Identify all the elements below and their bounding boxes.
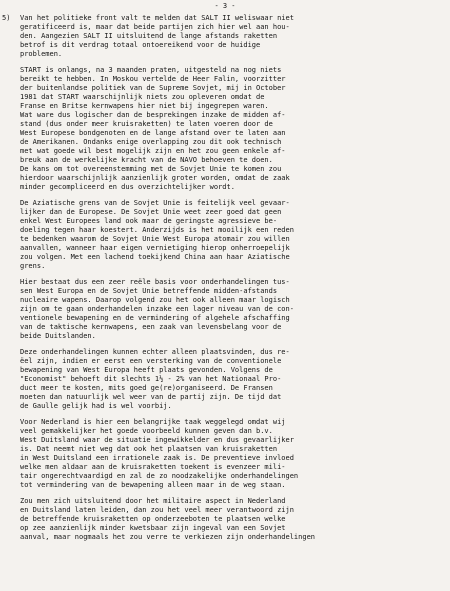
text-line: hierdoor waarschijnlijk aanzienlijk groter worden, omdat de zaak — [20, 174, 290, 182]
text-line: Hier bestaat dus een zeer reële basis voor onderhandelingen tus- — [20, 278, 290, 286]
text-line: De kans om tot overeenstemming met de Sovjet Unie te komen zou — [20, 165, 282, 173]
paragraph — [20, 497, 440, 542]
text-line: Zou men zich uitsluitend door het militaire aspect in Nederland — [20, 497, 286, 505]
text-line: "Economist" behoeft dit slechts 1½ - 2% van het Nationaal Pro- — [20, 375, 282, 383]
text-line: zijn om te gaan onderhandelen inzake een lager niveau van de con- — [20, 305, 294, 313]
text-line: lijker dan de Europese. De Sovjet Unie weet zeer goed dat geen — [20, 208, 282, 216]
text-line: nucleaire wapens. Daarop volgend zou het ook alleen maar logisch — [20, 296, 290, 304]
text-line: tot vermindering van de bewapening alleen maar in de weg staan. — [20, 481, 286, 489]
paragraph — [20, 14, 440, 59]
text-line: in West Duitsland een irrationele zaak is. De preventieve invloed — [20, 454, 294, 462]
text-line: met wat goede wil best mogelijk zijn en het zou geen enkele af- — [20, 147, 286, 155]
document-body — [20, 14, 440, 549]
text-line: Wat ware dus logischer dan de besprekingen inzake de midden af- — [20, 111, 286, 119]
text-line: moeten dan natuurlijk wel weer van de partij zijn. De tijd dat — [20, 393, 282, 401]
paragraph — [20, 348, 440, 411]
text-line: Franse en Britse kernwapens hier niet bij ingegrepen waren. — [20, 102, 269, 110]
text-line: zou volgen. Met een lachend toekijkend China aan haar Aziatische — [20, 253, 290, 261]
text-line: De Aziatische grens van de Sovjet Unie is feitelijk veel gevaar- — [20, 199, 290, 207]
text-line: breuk aan de werkelijke kracht van de NAVO behoeven te doen. — [20, 156, 273, 164]
text-line: Van het politieke front valt te melden dat SALT II weliswaar niet — [20, 14, 294, 22]
paragraph — [20, 199, 440, 271]
text-line: geratificeerd is, maar dat beide partijen zich hier wel aan hou- — [20, 23, 290, 31]
text-line: sen West Europa en de Sovjet Unie betreffende midden-afstands — [20, 287, 278, 295]
text-line: aanvallen, wanneer haar eigen vernietiging hierop onherroepelijk — [20, 244, 290, 252]
text-line: tair ongerechtvaardigd en zal de zo noodzakelijke onderhandelingen — [20, 472, 299, 480]
text-line: den. Aangezien SALT II uitsluitend de lange afstands raketten — [20, 32, 278, 40]
text-line: Voor Nederland is hier een belangrijke taak weggelegd omdat wij — [20, 418, 286, 426]
text-line: beide Duitslanden. — [20, 332, 96, 340]
text-line: Deze onderhandelingen kunnen echter alleen plaatsvinden, dus re- — [20, 348, 290, 356]
paragraph — [20, 66, 440, 192]
text-line: de Amerikanen. Ondanks enige overlapping zou dit ook technisch — [20, 138, 282, 146]
text-line: betrof is dit verdrag totaal ontoereikend voor de huidige — [20, 41, 261, 49]
text-line: problemen. — [20, 50, 63, 58]
text-line: van de taktische kernwapens, een zaak van levensbelang voor de — [20, 323, 282, 331]
page-number: - 3 - — [214, 2, 236, 10]
text-line: West Duitsland waar de situatie ingewikkelder en dus gevaarlijker — [20, 436, 294, 444]
text-line: de betreffende kruisraketten op onderzeeboten te plaatsen welke — [20, 515, 286, 523]
text-line: START is onlangs, na 3 maanden praten, uitgesteld na nog niets — [20, 66, 282, 74]
text-line: de Gaulle gelijk had is wel voorbij. — [20, 402, 172, 410]
text-line: welke men aldaar aan de kruisraketten toekent is evenzeer mili- — [20, 463, 286, 471]
text-line: stand (dus onder meer kruisraketten) te laten voeren door de — [20, 120, 273, 128]
text-line: enkel West Europees land ook maar de geringste agressieve be- — [20, 217, 278, 225]
text-line: ëel zijn, indien er eerst een versterking van de conventionele — [20, 357, 282, 365]
text-line: minder gecompliceerd en dus overzichtelijker wordt. — [20, 183, 235, 191]
text-line: 1981 dat START waarschijnlijk niets zou opleveren omdat de — [20, 93, 265, 101]
text-line: der buitenlandse politiek van de Supreme Sovjet, mij in October — [20, 84, 286, 92]
text-line: op zee aanzienlijk minder kwetsbaar zijn ingeval van een Sovjet — [20, 524, 286, 532]
paragraph — [20, 418, 440, 490]
text-line: grens. — [20, 262, 46, 270]
text-line: en Duitsland laten leiden, dan zou het veel meer verantwoord zijn — [20, 506, 294, 514]
text-line: doeling tegen haar koestert. Anderzijds is het mooilijk een reden — [20, 226, 294, 234]
text-line: te bedenken waarom de Sovjet Unie West Europa atomair zou willen — [20, 235, 290, 243]
text-line: veel gemakkelijker het goede voorbeeld kunnen geven dan b.v. — [20, 427, 273, 435]
text-line: bereikt te hebben. In Moskou vertelde de Heer Falin, voorzitter — [20, 75, 286, 83]
paragraph — [20, 278, 440, 341]
text-line: bewapening van West Europa heeft plaats gevonden. Volgens de — [20, 366, 273, 374]
item-marker: 5) — [2, 14, 11, 22]
text-line: West Europese bondgenoten en de lange afstand over te laten aan — [20, 129, 286, 137]
text-line: duct meer te kosten, mits goed ge(re)organiseerd. De Fransen — [20, 384, 273, 392]
text-line: ventionele bewapening en de vermindering of algehele afschaffing — [20, 314, 290, 322]
text-line: aanval, maar nogmaals het zou verre te verkiezen zijn onderhandelingen — [20, 533, 316, 541]
text-line: is. Dat neemt niet weg dat ook het plaatsen van kruisraketten — [20, 445, 278, 453]
